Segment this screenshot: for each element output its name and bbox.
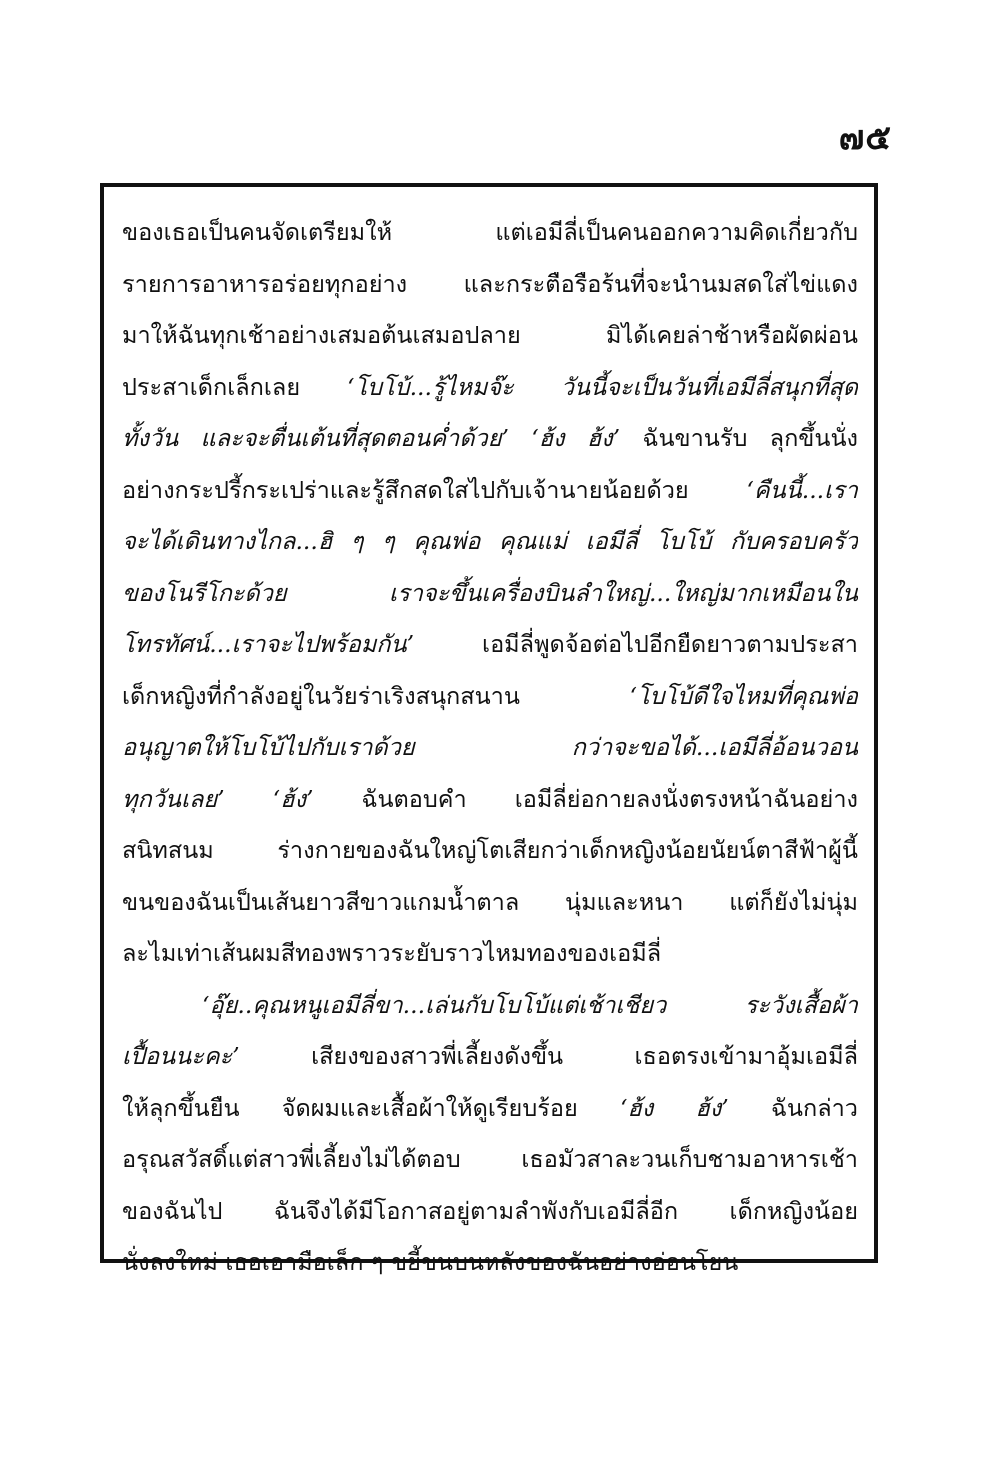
text-line [122,1134,858,1186]
dialogue-text: อนุญาตให้โบโบ้ไปกับเราด้วย กว่าจะขอได้...เอมีลี่อ้อนวอน [122,733,858,761]
text-line [122,362,858,414]
page-number: ๗๕ [838,118,892,158]
dialogue-text: ‘โบโบ้...รู้ไหมจ๊ะ วันนี้จะเป็นวันที่เอมีลี่สนุกที่สุด [347,372,858,401]
text-line [122,774,858,826]
dialogue-text: ‘อุ๊ย..คุณหนูเอมีลี่ขา...เล่นกับโบโบ้แต่เช้าเชียว ระวังเสื้อผ้า [202,990,858,1019]
narration-text: รายการอาหารอร่อยทุกอย่าง และกระตือรือร้นที่จะนำนมสดใส่ไข่แดง [122,269,858,298]
text-line [122,928,858,980]
narration-text: ฉันขานรับ ลุกขึ้นนั่ง [620,424,858,452]
narration-text: นั่งลงใหม่ เธอเอามือเล็ก ๆ ขยี้ขนบนหลังของฉันอย่างอ่อนโยน [122,1248,739,1276]
dialogue-text: โทรทัศน์...เราจะไปพร้อมกัน’ [122,630,415,658]
dialogue-text: ทุกวันเลย’ ‘ฮ้ง’ [122,784,314,813]
text-line [122,516,858,568]
text-line [122,310,858,362]
narration-text: ของเธอเป็นคนจัดเตรียมให้ แต่เอมีลี่เป็นคนออกความคิดเกี่ยวกับ [122,218,858,246]
text-line [122,259,858,311]
narration-text: อย่างกระปรี้กระเปร่าและรู้สึกสดใสไปกับเจ้านายน้อยด้วย [122,475,747,504]
dialogue-text: ของโนรีโกะด้วย เราจะขึ้นเครื่องบินลำใหญ่...ใหญ่มากเหมือนใน [122,578,858,607]
narration-text: เสียงของสาวพี่เลี้ยงดังขึ้น เธอตรงเข้ามาอุ้มเอมีลี่ [239,1042,858,1070]
narration-text: ของฉันไป ฉันจึงได้มีโอกาสอยู่ตามลำพังกับเอมีลี่อีก เด็กหญิงน้อย [122,1196,858,1225]
text-line [122,465,858,517]
narration-text: ขนของฉันเป็นเส้นยาวสีขาวแกมน้ำตาล นุ่มและหนา แต่ก็ยังไม่นุ่ม [122,887,858,916]
narration-text: อรุณสวัสดิ์แต่สาวพี่เลี้ยงไม่ได้ตอบ เธอมัวสาละวนเก็บชามอาหารเช้า [122,1145,858,1173]
text-line [122,980,858,1032]
text-line [122,1031,858,1083]
text-line [122,619,858,671]
text-line [122,1083,858,1135]
narration-text: ฉันกล่าว [728,1093,858,1122]
dialogue-text: ‘ฮ้ง ฮ้ง’ [619,1093,729,1122]
dialogue-text: ‘โบโบ้ดีใจไหมที่คุณพ่อ [629,681,858,710]
narration-text: ละไมเท่าเส้นผมสีทองพราวระยับราวไหมทองของเอมีลี่ [122,939,662,967]
text-line [122,1186,858,1238]
narration-text: เอมีลี่พูดจ้อต่อไปอีกยืดยาวตามประสา [414,630,858,658]
text-line [122,1237,858,1289]
text-line [122,568,858,620]
dialogue-text: ‘คืนนี้...เรา [746,475,858,504]
narration-text: ฉันตอบคำ เอมีลี่ย่อกายลงนั่งตรงหน้าฉันอย่าง [313,784,858,813]
narration-text: ประสาเด็กเล็กเลย [122,372,348,401]
text-frame [100,183,878,1276]
text-line [122,877,858,929]
dialogue-text: จะได้เดินทางไกล...ฮิ ๆ ๆ คุณพ่อ คุณแม่ เอมีลี่ โบโบ้ กับครอบครัว [122,527,858,555]
narration-text: สนิทสนม ร่างกายของฉันใหญ่โตเสียกว่าเด็กหญิงน้อยนัยน์ตาสีฟ้าผู้นี้ [122,836,858,864]
narration-text: เด็กหญิงที่กำลังอยู่ในวัยร่าเริงสนุกสนาน [122,681,630,710]
dialogue-text: เปื้อนนะคะ’ [122,1042,240,1070]
text-line [122,207,858,259]
narration-text: ให้ลุกขึ้นยืน จัดผมและเสื้อผ้าให้ดูเรียบร้อย [122,1093,620,1122]
text-line [122,671,858,723]
text-line [122,722,858,774]
text-line [122,413,858,465]
text-line [122,825,858,877]
dialogue-text: ทั้งวัน และจะตื่นเต้นที่สุดตอนค่ำด้วย’ ‘ฮ้ง ฮ้ง’ [122,424,621,452]
narration-text: มาให้ฉันทุกเช้าอย่างเสมอต้นเสมอปลาย มิได้เคยล่าช้าหรือผัดผ่อน [122,321,858,349]
